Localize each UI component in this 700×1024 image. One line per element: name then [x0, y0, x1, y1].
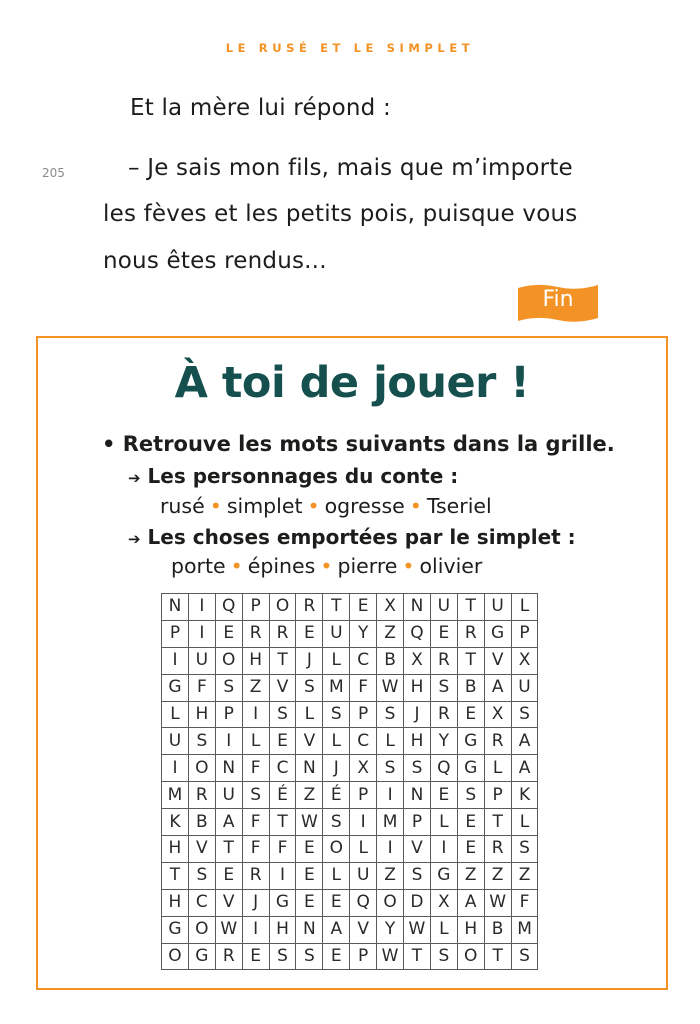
grid-cell[interactable]: H [188, 701, 215, 728]
separator-dot-icon: • [230, 554, 243, 578]
grid-cell[interactable]: T [404, 943, 431, 970]
grid-row [162, 728, 538, 755]
grid-cell[interactable]: E [296, 889, 323, 916]
grid-cell[interactable]: F [269, 836, 296, 863]
grid-cell[interactable]: A [215, 809, 242, 836]
activity-title: À toi de jouer ! [174, 358, 530, 408]
grid-cell[interactable]: U [215, 782, 242, 809]
grid-cell[interactable]: C [269, 755, 296, 782]
word-search-grid [161, 593, 538, 970]
grid-row [162, 836, 538, 863]
grid-cell[interactable]: L [242, 728, 269, 755]
grid-cell[interactable]: R [242, 862, 269, 889]
grid-cell[interactable]: E [296, 836, 323, 863]
grid-cell[interactable]: S [457, 782, 484, 809]
grid-cell[interactable]: A [511, 755, 538, 782]
grid-cell[interactable]: E [350, 594, 377, 621]
grid-cell[interactable]: L [162, 701, 189, 728]
word: épines [247, 554, 316, 578]
grid-cell[interactable]: O [215, 647, 242, 674]
grid-cell[interactable]: L [511, 594, 538, 621]
grid-cell[interactable]: Z [296, 782, 323, 809]
grid-cell[interactable]: N [215, 755, 242, 782]
grid-cell[interactable]: S [511, 943, 538, 970]
separator-dot-icon: • [402, 554, 415, 578]
grid-cell[interactable]: S [377, 755, 404, 782]
grid-cell[interactable]: S [404, 755, 431, 782]
grid-cell[interactable]: W [377, 943, 404, 970]
grid-row [162, 782, 538, 809]
grid-cell[interactable]: J [296, 647, 323, 674]
grid-row [162, 862, 538, 889]
instruction [102, 432, 615, 456]
grid-cell[interactable]: R [484, 728, 511, 755]
end-badge [518, 284, 598, 322]
grid-cell[interactable]: N [404, 594, 431, 621]
grid-cell[interactable]: L [296, 701, 323, 728]
grid-cell[interactable]: W [377, 674, 404, 701]
grid-cell[interactable]: S [511, 701, 538, 728]
grid-row [162, 701, 538, 728]
grid-cell[interactable]: E [323, 943, 350, 970]
grid-cell[interactable]: I [377, 836, 404, 863]
grid-cell[interactable]: M [377, 809, 404, 836]
grid-cell[interactable]: H [242, 647, 269, 674]
grid-cell[interactable]: I [162, 647, 189, 674]
arrow-right-icon: ➔ [128, 469, 141, 487]
grid-cell[interactable]: V [188, 836, 215, 863]
grid-cell[interactable]: Z [484, 862, 511, 889]
grid-cell[interactable]: E [242, 943, 269, 970]
grid-cell[interactable]: I [377, 782, 404, 809]
grid-cell[interactable]: O [269, 594, 296, 621]
grid-cell[interactable]: U [323, 620, 350, 647]
grid-cell[interactable]: X [511, 647, 538, 674]
grid-cell[interactable]: R [296, 594, 323, 621]
grid-cell[interactable]: E [215, 620, 242, 647]
grid-cell[interactable]: R [188, 782, 215, 809]
grid-cell[interactable]: P [484, 782, 511, 809]
grid-cell[interactable]: S [404, 862, 431, 889]
grid-row [162, 647, 538, 674]
story-line-1: Et la mère lui répond : [130, 95, 391, 121]
grid-cell[interactable]: T [162, 862, 189, 889]
grid-cell[interactable]: L [511, 809, 538, 836]
grid-cell[interactable]: P [350, 701, 377, 728]
grid-cell[interactable]: U [350, 862, 377, 889]
grid-cell[interactable]: I [269, 862, 296, 889]
grid-cell[interactable]: A [484, 674, 511, 701]
grid-cell[interactable]: R [430, 701, 457, 728]
grid-cell[interactable]: G [430, 862, 457, 889]
grid-cell[interactable]: S [188, 728, 215, 755]
grid-cell[interactable]: P [404, 809, 431, 836]
grid-cell[interactable]: G [457, 755, 484, 782]
word-list-characters [160, 494, 492, 518]
grid-cell[interactable]: V [215, 889, 242, 916]
grid-cell[interactable]: Z [511, 862, 538, 889]
grid-cell[interactable]: S [296, 943, 323, 970]
story-line-2: – Je sais mon fils, mais que m’importe [128, 155, 573, 181]
grid-cell[interactable]: S [511, 836, 538, 863]
grid-cell[interactable]: V [350, 916, 377, 943]
grid-cell[interactable]: L [377, 728, 404, 755]
grid-cell[interactable]: É [323, 782, 350, 809]
grid-cell[interactable]: S [269, 701, 296, 728]
grid-cell[interactable]: J [242, 889, 269, 916]
group-label-characters [128, 464, 458, 488]
grid-cell[interactable]: E [457, 809, 484, 836]
grid-cell[interactable]: K [511, 782, 538, 809]
grid-cell[interactable]: O [162, 943, 189, 970]
grid-cell[interactable]: S [242, 782, 269, 809]
grid-row [162, 943, 538, 970]
grid-cell[interactable]: T [457, 594, 484, 621]
grid-cell[interactable]: F [188, 674, 215, 701]
grid-cell[interactable]: S [188, 862, 215, 889]
grid-cell[interactable]: C [350, 728, 377, 755]
grid-cell[interactable]: A [323, 916, 350, 943]
grid-cell[interactable]: I [188, 620, 215, 647]
separator-dot-icon: • [209, 494, 222, 518]
grid-cell[interactable]: W [404, 916, 431, 943]
grid-cell[interactable]: I [242, 701, 269, 728]
grid-cell[interactable]: Z [457, 862, 484, 889]
grid-row [162, 916, 538, 943]
word: ogresse [324, 494, 405, 518]
grid-cell[interactable]: O [188, 755, 215, 782]
grid-cell[interactable]: H [404, 674, 431, 701]
grid-cell[interactable]: F [242, 755, 269, 782]
grid-cell[interactable]: S [323, 701, 350, 728]
grid-cell[interactable]: C [350, 647, 377, 674]
word: porte [171, 554, 226, 578]
separator-dot-icon: • [320, 554, 333, 578]
grid-cell[interactable]: O [323, 836, 350, 863]
grid-cell[interactable]: A [457, 889, 484, 916]
grid-cell[interactable]: D [404, 889, 431, 916]
grid-cell[interactable]: Y [350, 620, 377, 647]
grid-cell[interactable]: G [188, 943, 215, 970]
grid-cell[interactable]: B [484, 916, 511, 943]
grid-row [162, 889, 538, 916]
grid-cell[interactable]: U [430, 594, 457, 621]
grid-cell[interactable]: J [404, 701, 431, 728]
grid-cell[interactable]: G [162, 916, 189, 943]
grid-cell[interactable]: O [457, 943, 484, 970]
grid-cell[interactable]: P [511, 620, 538, 647]
story-line-4: nous êtes rendus... [103, 248, 327, 274]
grid-cell[interactable]: R [242, 620, 269, 647]
grid-cell[interactable]: L [323, 728, 350, 755]
grid-cell[interactable]: J [323, 755, 350, 782]
grid-cell[interactable]: P [242, 594, 269, 621]
grid-cell[interactable]: A [511, 728, 538, 755]
grid-cell[interactable]: U [162, 728, 189, 755]
grid-row [162, 674, 538, 701]
grid-cell[interactable]: G [162, 674, 189, 701]
grid-cell[interactable]: X [430, 889, 457, 916]
grid-cell[interactable]: G [484, 620, 511, 647]
group-label-text: Les choses emportées par le simplet : [147, 525, 576, 549]
grid-cell[interactable]: L [323, 862, 350, 889]
grid-cell[interactable]: E [215, 862, 242, 889]
grid-cell[interactable]: W [215, 916, 242, 943]
grid-cell[interactable]: M [162, 782, 189, 809]
grid-cell[interactable]: O [377, 889, 404, 916]
grid-cell[interactable]: L [484, 755, 511, 782]
word: Tseriel [426, 494, 492, 518]
grid-cell[interactable]: B [457, 674, 484, 701]
separator-dot-icon: • [307, 494, 320, 518]
grid-cell[interactable]: L [323, 647, 350, 674]
group-label-objects [128, 525, 576, 549]
grid-cell[interactable]: T [215, 836, 242, 863]
grid-cell[interactable]: X [404, 647, 431, 674]
grid-cell[interactable]: E [269, 728, 296, 755]
grid-cell[interactable]: T [457, 647, 484, 674]
grid-cell[interactable]: L [430, 809, 457, 836]
grid-cell[interactable]: E [457, 701, 484, 728]
grid-cell[interactable]: V [269, 674, 296, 701]
grid-cell[interactable]: S [296, 674, 323, 701]
grid-cell[interactable]: X [377, 594, 404, 621]
end-badge-label: Fin [542, 287, 574, 312]
word: simplet [226, 494, 303, 518]
grid-cell[interactable]: G [457, 728, 484, 755]
grid-cell[interactable]: V [296, 728, 323, 755]
grid-cell[interactable]: T [269, 809, 296, 836]
grid-cell[interactable]: V [484, 647, 511, 674]
grid-cell[interactable]: I [188, 594, 215, 621]
grid-cell[interactable]: I [430, 836, 457, 863]
grid-cell[interactable]: P [162, 620, 189, 647]
grid-cell[interactable]: H [162, 836, 189, 863]
grid-cell[interactable]: H [404, 728, 431, 755]
grid-cell[interactable]: V [404, 836, 431, 863]
grid-cell[interactable]: L [430, 916, 457, 943]
grid-cell[interactable]: S [430, 943, 457, 970]
grid-cell[interactable]: Z [377, 862, 404, 889]
grid-cell[interactable]: W [484, 889, 511, 916]
grid-cell[interactable]: Q [350, 889, 377, 916]
grid-cell[interactable]: Z [242, 674, 269, 701]
grid-cell[interactable]: R [269, 620, 296, 647]
grid-cell[interactable]: I [242, 916, 269, 943]
grid-cell[interactable]: E [296, 620, 323, 647]
grid-cell[interactable]: Q [215, 594, 242, 621]
grid-cell[interactable]: S [269, 943, 296, 970]
grid-cell[interactable]: E [457, 836, 484, 863]
grid-cell[interactable]: T [269, 647, 296, 674]
grid-cell[interactable]: R [484, 836, 511, 863]
grid-cell[interactable]: U [188, 647, 215, 674]
grid-cell[interactable]: Z [377, 620, 404, 647]
grid-cell[interactable]: B [188, 809, 215, 836]
grid-cell[interactable]: F [350, 674, 377, 701]
grid-cell[interactable]: Y [430, 728, 457, 755]
grid-cell[interactable]: F [242, 809, 269, 836]
grid-cell[interactable]: P [350, 782, 377, 809]
grid-cell[interactable]: R [215, 943, 242, 970]
grid-cell[interactable]: R [457, 620, 484, 647]
word: pierre [337, 554, 398, 578]
grid-cell[interactable]: S [377, 701, 404, 728]
grid-cell[interactable]: N [404, 782, 431, 809]
grid-cell[interactable]: W [296, 809, 323, 836]
grid-row [162, 620, 538, 647]
grid-cell[interactable]: Q [430, 755, 457, 782]
grid-cell[interactable]: F [242, 836, 269, 863]
grid-cell[interactable]: T [323, 594, 350, 621]
grid-cell[interactable]: C [188, 889, 215, 916]
grid-cell[interactable]: N [162, 594, 189, 621]
grid-cell[interactable]: Q [404, 620, 431, 647]
grid-cell[interactable]: E [296, 862, 323, 889]
group-label-text: Les personnages du conte : [147, 464, 459, 488]
bullet-icon: • [102, 432, 116, 456]
grid-cell[interactable]: N [296, 755, 323, 782]
grid-cell[interactable]: X [484, 701, 511, 728]
grid-cell[interactable]: E [323, 889, 350, 916]
grid-cell[interactable]: U [484, 594, 511, 621]
grid-cell[interactable]: S [430, 674, 457, 701]
grid-cell[interactable]: G [269, 889, 296, 916]
grid-cell[interactable]: H [457, 916, 484, 943]
grid-cell[interactable]: M [323, 674, 350, 701]
grid-cell[interactable]: T [484, 809, 511, 836]
grid-cell[interactable]: E [430, 620, 457, 647]
grid-cell[interactable]: X [350, 755, 377, 782]
grid-cell[interactable]: Y [377, 916, 404, 943]
grid-cell[interactable]: É [269, 782, 296, 809]
grid-row [162, 594, 538, 621]
grid-cell[interactable]: B [377, 647, 404, 674]
grid-cell[interactable]: R [430, 647, 457, 674]
word-list-objects [171, 554, 482, 578]
grid-cell[interactable]: O [188, 916, 215, 943]
running-title: LE RUSÉ ET LE SIMPLET [225, 41, 475, 55]
line-number: 205 [42, 166, 65, 180]
grid-cell[interactable]: H [162, 889, 189, 916]
instruction-text: Retrouve les mots suivants dans la grille. [122, 432, 615, 456]
word: olivier [419, 554, 483, 578]
grid-cell[interactable]: F [511, 889, 538, 916]
grid-cell[interactable]: T [484, 943, 511, 970]
grid-cell[interactable]: P [215, 701, 242, 728]
arrow-right-icon: ➔ [128, 530, 141, 548]
grid-row [162, 809, 538, 836]
separator-dot-icon: • [409, 494, 422, 518]
grid-cell[interactable]: U [511, 674, 538, 701]
grid-cell[interactable]: I [215, 728, 242, 755]
grid-cell[interactable]: M [511, 916, 538, 943]
grid-row [162, 755, 538, 782]
grid-cell[interactable]: P [350, 943, 377, 970]
grid-cell[interactable]: S [215, 674, 242, 701]
story-line-3: les fèves et les petits pois, puisque vous [103, 201, 578, 227]
word: rusé [160, 494, 205, 518]
grid-cell[interactable]: I [162, 755, 189, 782]
grid-cell[interactable]: H [269, 916, 296, 943]
grid-cell[interactable]: K [162, 809, 189, 836]
grid-cell[interactable]: E [430, 782, 457, 809]
grid-cell[interactable]: N [296, 916, 323, 943]
grid-cell[interactable]: L [350, 836, 377, 863]
grid-cell[interactable]: S [323, 809, 350, 836]
grid-cell[interactable]: I [350, 809, 377, 836]
